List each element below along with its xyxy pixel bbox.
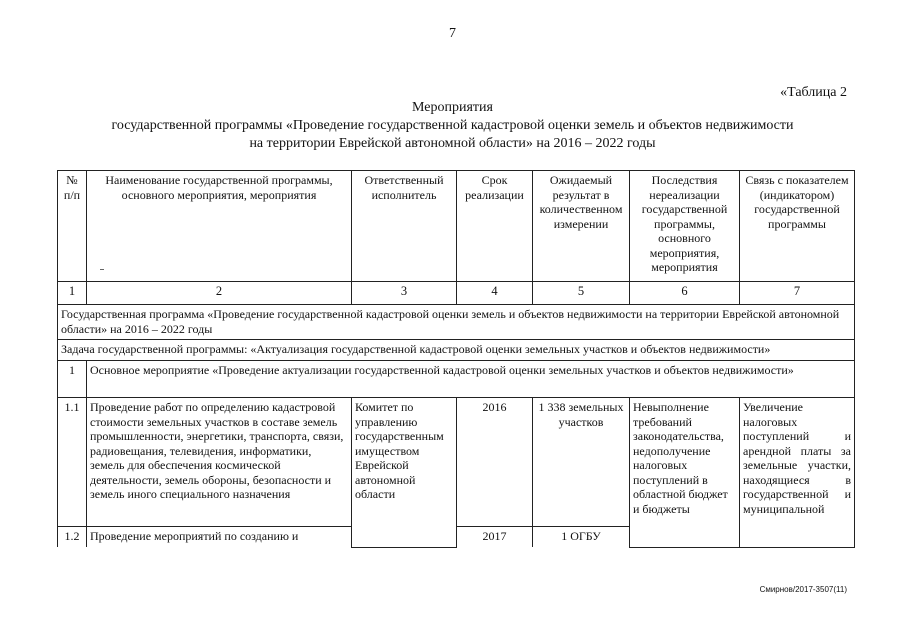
task-cell: Задача государственной программы: «Актуализация государственной кадастровой оценки земельных участков и объектов недвижимости» xyxy=(58,340,855,361)
header-cell-term: Срок реализации xyxy=(457,171,533,282)
title-line-3: на территории Еврейской автономной области» на 2016 – 2022 годы xyxy=(249,136,656,151)
main-event-row xyxy=(58,361,855,398)
column-number-7: 7 xyxy=(740,282,855,305)
row-1-1-result: 1 338 земельных участков xyxy=(533,398,630,527)
row-1-2-num: 1.2 xyxy=(58,527,87,548)
row-1-1-name: Проведение работ по определению кадастровой стоимости земельных участков в составе земель промышленности, энергетики, транспорта, связи, радиовещания, телевидения, информатики, земель для обеспечения космической деятельности, земель обороны, безопасности и земель иного специального назначения xyxy=(87,398,352,527)
table-label: «Таблица 2 xyxy=(780,85,847,100)
main-event-num: 1 xyxy=(58,361,87,398)
table-row xyxy=(58,398,855,527)
program-row xyxy=(58,305,855,340)
column-number-4: 4 xyxy=(457,282,533,305)
scan-mark xyxy=(100,269,104,270)
task-row xyxy=(58,340,855,361)
main-event-text: Основное мероприятие «Проведение актуализации государственной кадастровой оценки земельных участков и объектов недвижимости» xyxy=(87,361,855,398)
row-1-1-indicator: Увеличение налоговых поступлений и арендной платы за земельные участки, находящиеся в государственной и муниципальной xyxy=(740,398,855,548)
column-number-6: 6 xyxy=(630,282,740,305)
row-1-1-executor: Комитет по управлению государственным имуществом Еврейской автономной области xyxy=(352,398,457,548)
column-number-3: 3 xyxy=(352,282,457,305)
row-1-2-term: 2017 xyxy=(457,527,533,548)
row-1-1-consequences: Невыполнение требований законодательства, недополучение налоговых поступлений в областной бюджет и бюджеты xyxy=(630,398,740,548)
footer-code: Смирнов/2017-3507(11) xyxy=(759,585,847,594)
row-1-1-term: 2016 xyxy=(457,398,533,527)
column-number-1: 1 xyxy=(58,282,87,305)
program-cell: Государственная программа «Проведение государственной кадастровой оценки земель и объектов недвижимости на территории Еврейской автономной области» на 2016 – 2022 годы xyxy=(58,305,855,340)
header-row xyxy=(58,171,855,282)
column-number-2: 2 xyxy=(87,282,352,305)
row-1-1-num: 1.1 xyxy=(58,398,87,527)
events-table xyxy=(57,170,855,548)
header-cell-indicator: Связь с показателем (индикатором) государственной программы xyxy=(740,171,855,282)
header-cell-result: Ожидаемый результат в количественном измерении xyxy=(533,171,630,282)
header-cell-executor: Ответственный исполнитель xyxy=(352,171,457,282)
header-cell-num: № п/п xyxy=(58,171,87,282)
column-number-5: 5 xyxy=(533,282,630,305)
row-1-2-name: Проведение мероприятий по созданию и xyxy=(87,527,352,548)
column-number-row xyxy=(58,282,855,305)
page-number: 7 xyxy=(449,26,456,41)
header-cell-consequences: Последствия нереализации государственной программы, основного мероприятия, мероприятия xyxy=(630,171,740,282)
row-1-2-result: 1 ОГБУ xyxy=(533,527,630,548)
title-line-2: государственной программы «Проведение государственной кадастровой оценки земель и объектов недвижимости xyxy=(111,118,794,133)
header-cell-name: Наименование государственной программы, основного мероприятия, мероприятия xyxy=(87,171,352,282)
title-line-1: Мероприятия xyxy=(412,100,493,115)
